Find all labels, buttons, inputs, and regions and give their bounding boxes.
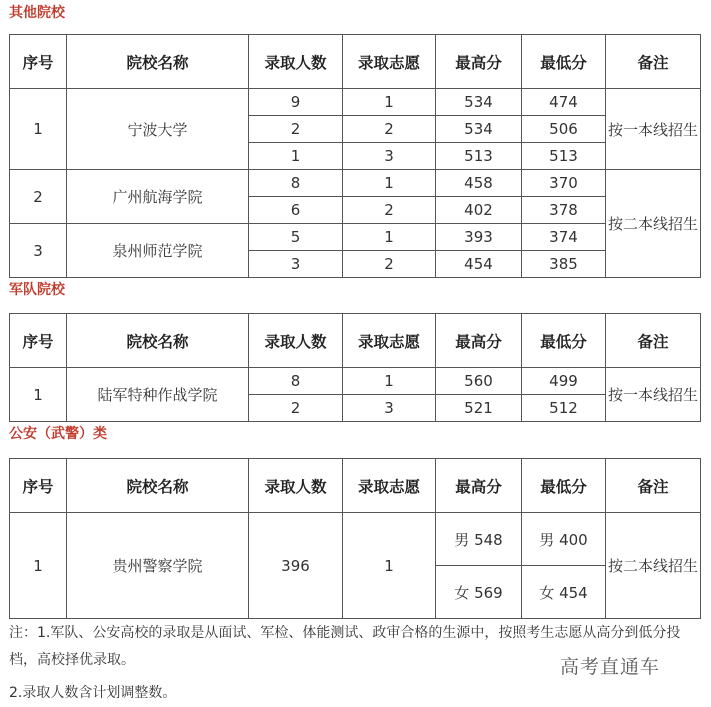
table-row bbox=[10, 170, 701, 197]
header-name: 院校名称 bbox=[67, 459, 249, 513]
table-row bbox=[10, 89, 701, 116]
section-title-police: 公安（武警）类 bbox=[9, 426, 107, 442]
header-count: 录取人数 bbox=[249, 314, 343, 368]
header-count: 录取人数 bbox=[249, 459, 343, 513]
max-score-cell: 521 bbox=[436, 395, 522, 422]
footnote-1: 注：1.军队、公安高校的录取是从面试、军检、体能测试、政审合格的生源中，按照考生志愿从高分到低分投档，高校择优录取。 bbox=[9, 625, 681, 668]
count-cell: 6 bbox=[249, 197, 343, 224]
table-header-row bbox=[10, 35, 701, 89]
max-score-cell: 402 bbox=[436, 197, 522, 224]
header-max: 最高分 bbox=[436, 314, 522, 368]
max-score-cell: 560 bbox=[436, 368, 522, 395]
school-name: 泉州师范学院 bbox=[67, 224, 249, 278]
seq-cell: 1 bbox=[10, 368, 67, 422]
choice-cell: 2 bbox=[343, 251, 436, 278]
section-title-military: 军队院校 bbox=[9, 282, 65, 298]
choice-cell: 1 bbox=[343, 513, 436, 619]
count-cell: 8 bbox=[249, 170, 343, 197]
min-score-male-cell: 男 400 bbox=[522, 513, 606, 566]
header-seq: 序号 bbox=[10, 459, 67, 513]
table-header-row bbox=[10, 314, 701, 368]
min-score-cell: 385 bbox=[522, 251, 606, 278]
note-cell: 按二本线招生 bbox=[606, 513, 701, 619]
header-note: 备注 bbox=[606, 314, 701, 368]
header-choice: 录取志愿 bbox=[343, 459, 436, 513]
choice-cell: 3 bbox=[343, 395, 436, 422]
min-score-female-cell: 女 454 bbox=[522, 566, 606, 619]
choice-cell: 2 bbox=[343, 116, 436, 143]
count-cell: 2 bbox=[249, 395, 343, 422]
police-schools-table bbox=[9, 458, 701, 619]
seq-cell: 1 bbox=[10, 89, 67, 170]
choice-cell: 1 bbox=[343, 170, 436, 197]
header-choice: 录取志愿 bbox=[343, 314, 436, 368]
table-row bbox=[10, 513, 701, 566]
note-cell: 按一本线招生 bbox=[606, 89, 701, 170]
header-name: 院校名称 bbox=[67, 314, 249, 368]
school-name: 陆军特种作战学院 bbox=[67, 368, 249, 422]
max-score-cell: 534 bbox=[436, 116, 522, 143]
min-score-cell: 499 bbox=[522, 368, 606, 395]
watermark-logo: 高考直通车 bbox=[560, 656, 661, 678]
max-score-cell: 534 bbox=[436, 89, 522, 116]
military-schools-table bbox=[9, 313, 701, 422]
choice-cell: 3 bbox=[343, 143, 436, 170]
max-score-cell: 454 bbox=[436, 251, 522, 278]
count-cell: 3 bbox=[249, 251, 343, 278]
header-note: 备注 bbox=[606, 459, 701, 513]
header-min: 最低分 bbox=[522, 35, 606, 89]
header-seq: 序号 bbox=[10, 35, 67, 89]
min-score-cell: 474 bbox=[522, 89, 606, 116]
header-note: 备注 bbox=[606, 35, 701, 89]
min-score-cell: 370 bbox=[522, 170, 606, 197]
min-score-cell: 506 bbox=[522, 116, 606, 143]
count-cell: 2 bbox=[249, 116, 343, 143]
min-score-cell: 512 bbox=[522, 395, 606, 422]
header-max: 最高分 bbox=[436, 35, 522, 89]
header-min: 最低分 bbox=[522, 459, 606, 513]
min-score-cell: 374 bbox=[522, 224, 606, 251]
max-score-cell: 513 bbox=[436, 143, 522, 170]
header-min: 最低分 bbox=[522, 314, 606, 368]
max-score-cell: 458 bbox=[436, 170, 522, 197]
table-header-row bbox=[10, 459, 701, 513]
table-row bbox=[10, 224, 701, 251]
count-cell: 5 bbox=[249, 224, 343, 251]
choice-cell: 1 bbox=[343, 224, 436, 251]
count-cell: 1 bbox=[249, 143, 343, 170]
other-schools-table bbox=[9, 34, 701, 278]
note-cell: 按一本线招生 bbox=[606, 368, 701, 422]
min-score-cell: 378 bbox=[522, 197, 606, 224]
header-name: 院校名称 bbox=[67, 35, 249, 89]
header-choice: 录取志愿 bbox=[343, 35, 436, 89]
count-cell: 396 bbox=[249, 513, 343, 619]
choice-cell: 2 bbox=[343, 197, 436, 224]
footnote-2: 2.录取人数含计划调整数。 bbox=[9, 685, 177, 701]
seq-cell: 1 bbox=[10, 513, 67, 619]
header-seq: 序号 bbox=[10, 314, 67, 368]
header-count: 录取人数 bbox=[249, 35, 343, 89]
table-row bbox=[10, 368, 701, 395]
seq-cell: 2 bbox=[10, 170, 67, 224]
school-name: 宁波大学 bbox=[67, 89, 249, 170]
school-name: 广州航海学院 bbox=[67, 170, 249, 224]
header-max: 最高分 bbox=[436, 459, 522, 513]
count-cell: 8 bbox=[249, 368, 343, 395]
section-title-other: 其他院校 bbox=[9, 5, 65, 21]
count-cell: 9 bbox=[249, 89, 343, 116]
seq-cell: 3 bbox=[10, 224, 67, 278]
choice-cell: 1 bbox=[343, 368, 436, 395]
school-name: 贵州警察学院 bbox=[67, 513, 249, 619]
max-score-cell: 393 bbox=[436, 224, 522, 251]
min-score-cell: 513 bbox=[522, 143, 606, 170]
max-score-female-cell: 女 569 bbox=[436, 566, 522, 619]
note-cell: 按二本线招生 bbox=[606, 170, 701, 278]
max-score-male-cell: 男 548 bbox=[436, 513, 522, 566]
choice-cell: 1 bbox=[343, 89, 436, 116]
